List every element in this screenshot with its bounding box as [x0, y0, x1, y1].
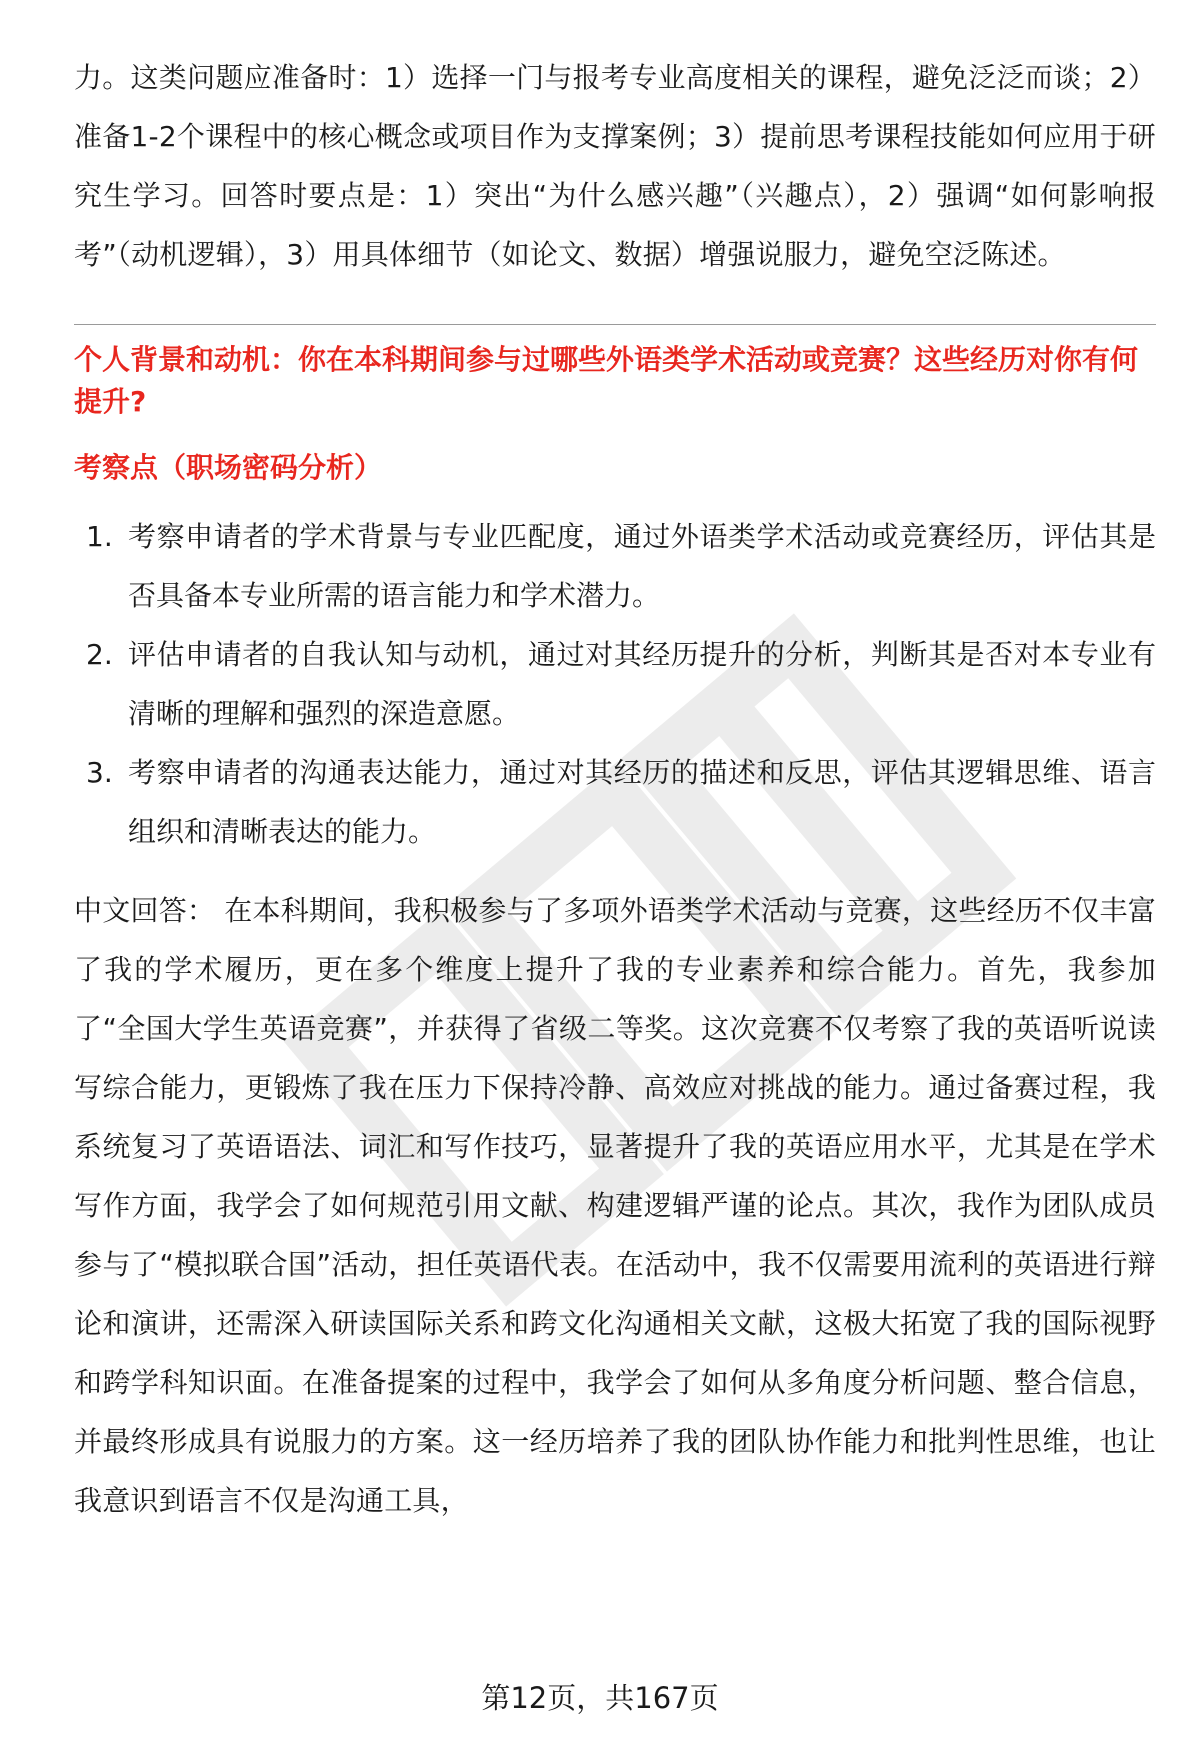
list-item-number: 3. — [86, 756, 113, 789]
list-item-number: 1. — [86, 520, 113, 553]
list-item-text: 考察申请者的学术背景与专业匹配度，通过外语类学术活动或竞赛经历，评估其是否具备本专业所需的语言能力和学术潜力。 — [128, 520, 1156, 612]
list-item — [74, 507, 1156, 625]
list-item — [74, 625, 1156, 743]
section-title: 考察点（职场密码分析） — [74, 451, 383, 484]
page-footer: 第12页，共167页 — [481, 1681, 719, 1715]
list-item-text: 考察申请者的沟通表达能力，通过对其经历的描述和反思，评估其逻辑思维、语言组织和清晰表达的能力。 — [128, 756, 1156, 848]
answer-paragraph: 中文回答： 在本科期间，我积极参与了多项外语类学术活动与竞赛，这些经历不仅丰富了我的学术履历，更在多个维度上提升了我的专业素养和综合能力。首先，我参加了“全国大学生英语竞赛”，并获得了省级二等奖。这次竞赛不仅考察了我的英语听说读写综合能力，更锻炼了我在压力下保持冷静、高效应对挑战的能力。通过备赛过程，我系统复习了英语语法、词汇和写作技巧，显著提升了我的英语应用水平，尤其是在学术写作方面，我学会了如何规范引用文献、构建逻辑严谨的论点。其次，我作为团队成员参与了“模拟联合国”活动，担任英语代表。在活动中，我不仅需要用流利的英语进行辩论和演讲，还需深入研读国际关系和跨文化沟通相关文献，这极大拓宽了我的国际视野和跨学科知识面。在准备提案的过程中，我学会了如何从多角度分析问题、整合信息，并最终形成具有说服力的方案。这一经历培养了我的团队协作能力和批判性思维，也让我意识到语言不仅是沟通工具， — [74, 894, 1156, 1517]
question-heading: 个人背景和动机：你在本科期间参与过哪些外语类学术活动或竞赛？这些经历对你有何提升? — [74, 343, 1139, 418]
document-page — [74, 48, 1156, 1530]
list-item-text: 评估申请者的自我认知与动机，通过对其经历提升的分析，判断其是否对本专业有清晰的理解和强烈的深造意愿。 — [128, 638, 1156, 730]
list-item-number: 2. — [86, 638, 113, 671]
assessment-points-list — [74, 507, 1156, 861]
list-item — [74, 743, 1156, 861]
intro-paragraph: 力。这类问题应准备时：1）选择一门与报考专业高度相关的课程，避免泛泛而谈；2）准备1-2个课程中的核心概念或项目作为支撑案例；3）提前思考课程技能如何应用于研究生学习。回答时要点是：1）突出“为什么感兴趣”（兴趣点），2）强调“如何影响报考”（动机逻辑），3）用具体细节（如论文、数据）增强说服力，避免空泛陈述。 — [74, 61, 1156, 271]
section-divider — [74, 324, 1156, 325]
